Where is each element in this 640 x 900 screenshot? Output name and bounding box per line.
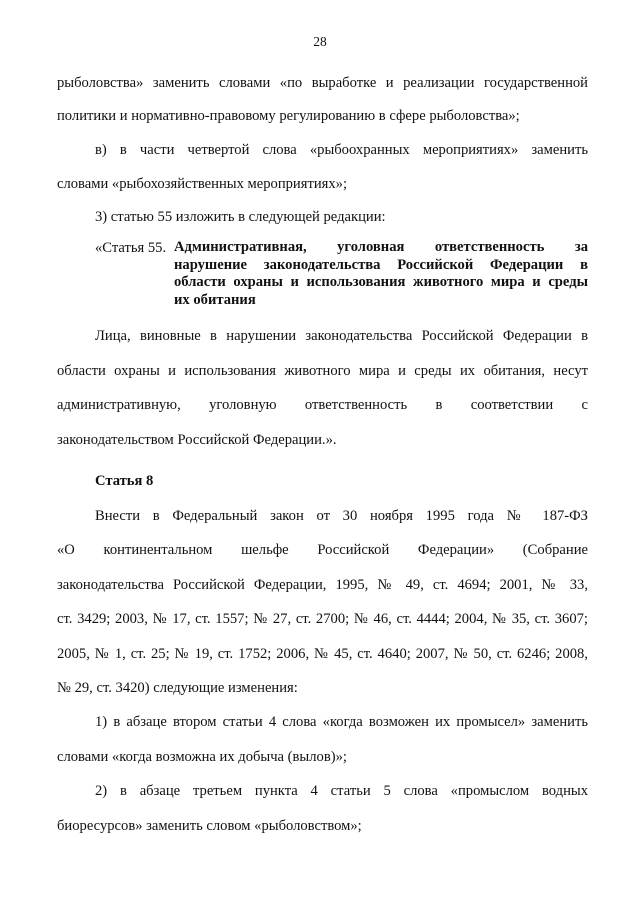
article-55-title-line: области охраны и использования животного мира и среды (174, 274, 588, 290)
text-line: в) в части четвертой слова «рыбоохранных мероприятиях» заменить (95, 142, 588, 158)
text-line: области охраны и использования животного мира и среды их обитания, несут (57, 363, 588, 379)
text-line: законодательством Российской Федерации.». (57, 432, 337, 448)
text-line: биоресурсов» заменить словом «рыболовством»; (57, 818, 362, 834)
text-line: «О континентальном шельфе Российской Федерации» (Собрание (57, 542, 588, 558)
text-line: 3) статью 55 изложить в следующей редакции: (95, 209, 386, 225)
article-55-label: «Статья 55. (95, 240, 167, 256)
text-line: рыболовства» заменить словами «по выработке и реализации государственной (57, 75, 588, 91)
text-line: Внести в Федеральный закон от 30 ноября 1995 года № 187-ФЗ (95, 508, 588, 524)
text-line: 2) в абзаце третьем пункта 4 статьи 5 слова «промыслом водных (95, 783, 588, 799)
text-line: № 29, ст. 3420) следующие изменения: (57, 680, 298, 696)
article-55-title-line: Административная, уголовная ответственность за (174, 239, 588, 255)
text-line: словами «рыбохозяйственных мероприятиях»; (57, 176, 348, 192)
article-55-title (174, 239, 588, 309)
text-line: словами «когда возможна их добыча (вылов)»; (57, 749, 347, 765)
text-line: Лица, виновные в нарушении законодательства Российской Федерации в (95, 328, 588, 344)
article-55-title-line: их обитания (174, 291, 256, 308)
text-line: законодательства Российской Федерации, 1995, № 49, ст. 4694; 2001, № 33, (57, 577, 588, 593)
article-55-title-line: нарушение законодательства Российской Федерации в (174, 256, 588, 273)
article-8-heading: Статья 8 (95, 473, 154, 489)
text-line: административную, уголовную ответственность в соответствии с (57, 397, 588, 413)
page-number: 28 (313, 34, 327, 49)
text-line: политики и нормативно-правовому регулированию в сфере рыболовства»; (57, 108, 520, 124)
text-line: ст. 3429; 2003, № 17, ст. 1557; № 27, ст. 2700; № 46, ст. 4444; 2004, № 35, ст. 3607; (57, 611, 588, 627)
text-line: 1) в абзаце втором статьи 4 слова «когда возможен их промысел» заменить (95, 714, 588, 730)
text-line: 2005, № 1, ст. 25; № 19, ст. 1752; 2006, № 45, ст. 4640; 2007, № 50, ст. 6246; 2008, (57, 646, 588, 662)
